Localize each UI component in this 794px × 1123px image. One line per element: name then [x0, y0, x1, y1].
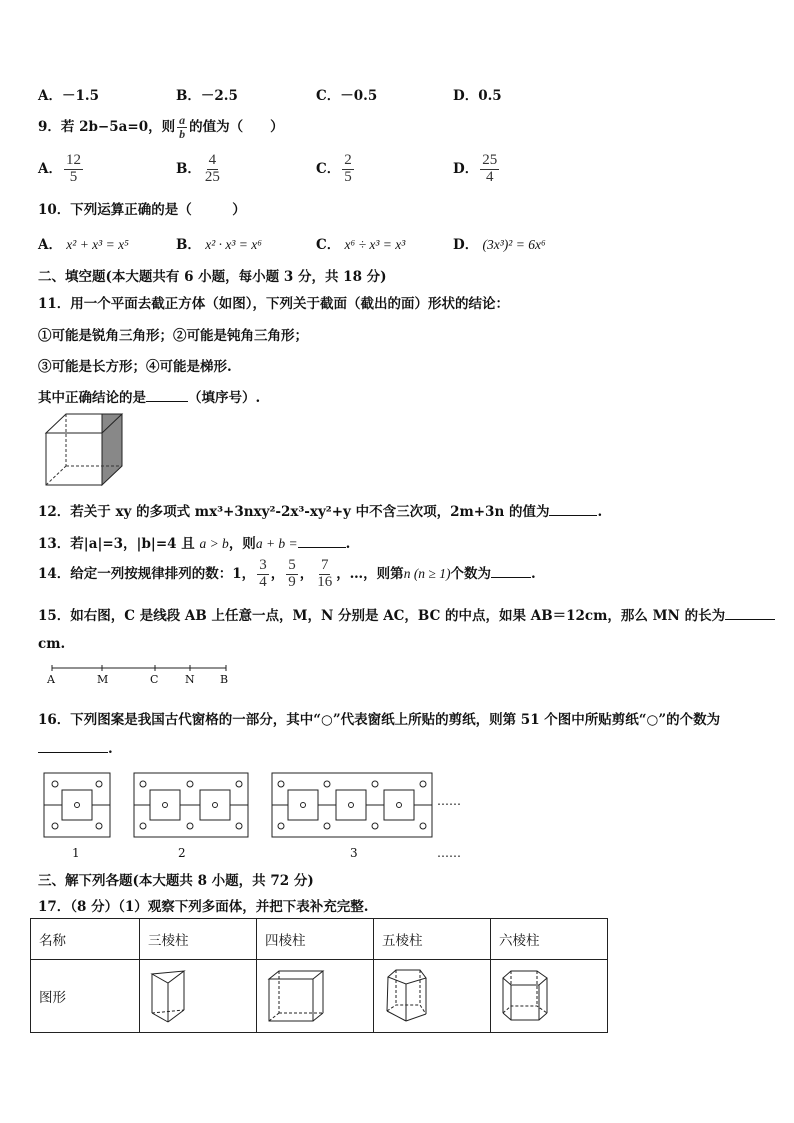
triangular-prism-figure	[150, 969, 194, 1023]
cube-cell	[257, 960, 374, 1033]
hexagonal-prism-figure	[501, 969, 553, 1023]
q14-stem: 14．给定一列按规律排列的数：1， $\frac{3}{4}$ ， $\frac{5}{9}$ ， $\frac{7}{16}$ ，…，则第n (n ≥ 1)个数为 .	[38, 557, 536, 590]
q15-unit: cm.	[38, 636, 66, 652]
figure-label-2: 2	[178, 846, 186, 860]
pentagonal-prism-figure	[384, 969, 434, 1023]
q10-option-b: B． x² · x³ = x⁶	[176, 237, 262, 253]
table-row-label: 图形	[31, 960, 140, 1033]
q10-option-a: A． x² + x³ = x⁵	[38, 237, 129, 253]
triangular-prism-cell	[140, 960, 257, 1033]
q9-option-a: A． $\frac{12}{5}$	[38, 152, 81, 185]
point-label-a: A	[47, 673, 55, 686]
table-header-hexagonal-prism: 六棱柱	[491, 919, 608, 960]
table-header-cube: 四棱柱	[257, 919, 374, 960]
q11-line1: ①可能是锐角三角形；②可能是钝角三角形；	[38, 328, 308, 344]
q8-option-c: C．－0.5	[316, 88, 378, 104]
q8-option-a: A．－1.5	[38, 88, 99, 104]
answer-blank[interactable]	[146, 389, 188, 402]
answer-blank[interactable]	[298, 535, 346, 548]
segment-figure	[46, 662, 232, 690]
q9-option-d: D． $\frac{25}{4}$	[453, 152, 498, 185]
figure-label-3: 3	[350, 846, 358, 860]
answer-blank[interactable]	[491, 565, 531, 578]
q17-stem: 17．（8 分）（1）观察下列多面体，并把下表补充完整.	[38, 899, 369, 915]
q10-option-c: C． x⁶ ÷ x³ = x³	[316, 237, 406, 253]
point-label-n: N	[185, 673, 195, 686]
point-label-c: C	[150, 673, 159, 686]
q9-stem	[38, 110, 284, 144]
hexagonal-prism-cell	[491, 960, 608, 1033]
q11-line3: 其中正确结论的是 （填序号）.	[38, 390, 261, 406]
pattern-ellipsis-2: ……	[437, 846, 461, 860]
q8-option-b: B．－2.5	[176, 88, 238, 104]
q9-option-b: B． $\frac{4}{25}$	[176, 152, 220, 185]
answer-blank[interactable]	[549, 503, 597, 516]
q15-stem: 15．如右图，C 是线段 AB 上任意一点，M，N 分别是 AC，BC 的中点，如果 AB＝12cm，那么 MN 的长为	[38, 604, 775, 624]
section-2-heading: 二、填空题(本大题共有 6 小题，每小题 3 分，共 18 分)	[38, 269, 387, 285]
q8-option-d: D．0.5	[453, 88, 502, 104]
cube-prism-figure	[267, 969, 327, 1023]
table-row-figures	[31, 960, 608, 1033]
q9-fraction: $\frac{a}{b}$	[179, 113, 186, 141]
q12-stem: 12．若关于 xy 的多项式 mx³+3nxy²-2x³-xy²+y 中不含三次项，2m+3n 的值为 .	[38, 504, 603, 520]
window-pattern-figures	[40, 770, 440, 840]
q16-stem: 16．下列图案是我国古代窗格的一部分，其中“○”代表窗纸上所贴的剪纸，则第 51 个图中所贴剪纸“○”的个数为	[38, 712, 721, 728]
table-header-triangular-prism: 三棱柱	[140, 919, 257, 960]
point-label-m: M	[97, 673, 109, 686]
answer-blank[interactable]	[725, 607, 775, 620]
table-header-name: 名称	[31, 919, 140, 960]
cube-figure	[44, 412, 126, 488]
q16-answer-line: .	[38, 740, 113, 757]
polyhedra-table	[30, 918, 608, 1033]
q9-suffix: 的值为（ ）	[189, 119, 284, 135]
q9-prefix: 9．若 2b−5a=0，则	[38, 119, 176, 135]
q11-line2: ③可能是长方形；④可能是梯形.	[38, 359, 232, 375]
table-header-pentagonal-prism: 五棱柱	[374, 919, 491, 960]
q10-option-d: D． (3x³)² = 6x⁶	[453, 237, 546, 253]
point-label-b: B	[220, 673, 229, 686]
q9-option-c: C． $\frac{2}{5}$	[316, 152, 352, 185]
pentagonal-prism-cell	[374, 960, 491, 1033]
q13-stem: 13．若|a|=3，|b|=4 且 a > b，则a + b = .	[38, 536, 351, 552]
q10-stem: 10．下列运算正确的是（ ）	[38, 202, 246, 218]
q11-stem: 11．用一个平面去截正方体（如图），下列关于截面（截出的面）形状的结论：	[38, 296, 510, 312]
figure-label-1: 1	[72, 846, 80, 860]
pattern-ellipsis-1: ……	[437, 794, 461, 808]
table-header-row	[31, 919, 608, 960]
answer-blank[interactable]	[38, 740, 108, 753]
section-3-heading: 三、解下列各题(本大题共 8 小题，共 72 分)	[38, 873, 314, 889]
